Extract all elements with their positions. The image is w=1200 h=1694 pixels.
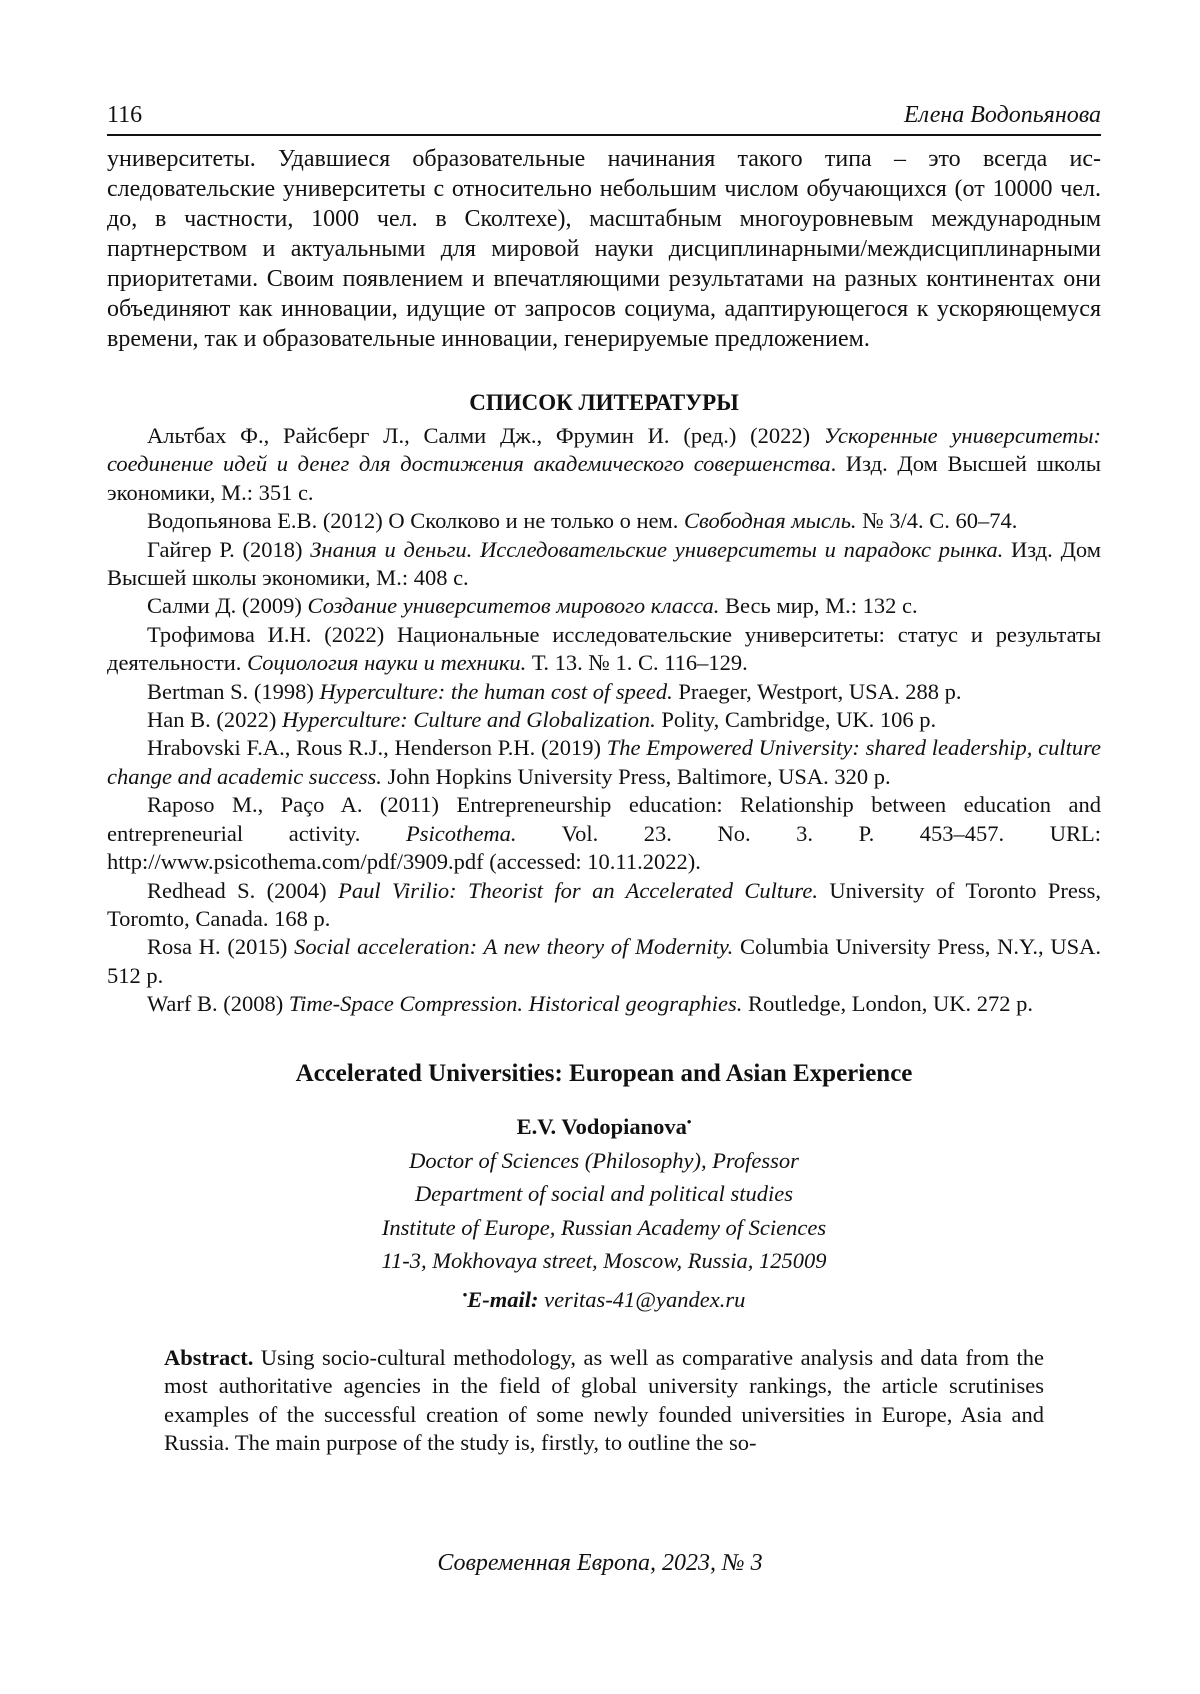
affiliation-line: Doctor of Sciences (Philosophy), Professor	[409, 1147, 799, 1173]
email-label: E-mail:	[467, 1286, 539, 1312]
journal-footer: Современная Европа, 2023, № 3	[437, 1550, 763, 1576]
affiliation	[107, 1144, 1101, 1278]
reference-source-title: Знания и деньги. Исследовательские университеты и парадокс рынка.	[310, 536, 1004, 562]
email-line	[107, 1278, 1101, 1316]
reference-text: Bertman S. (1998)	[147, 678, 320, 704]
reference-publication-details: Columbia University Press, N.Y., USA. 512 p.	[107, 934, 1101, 988]
english-article-title: Accelerated Universities: European and Asian Experience	[295, 1059, 913, 1087]
reference-source-title: Time-Space Compression. Historical geographies.	[288, 991, 743, 1017]
page-number: 116	[107, 102, 143, 128]
reference-source-title: Создание университетов мирового класса.	[307, 593, 720, 619]
email-address[interactable]: veritas-41@yandex.ru	[544, 1286, 746, 1312]
reference-source-title: Свободная мысль.	[684, 508, 857, 534]
reference-publication-details: Praeger, Westport, USA. 288 p.	[672, 678, 962, 704]
abstract-label: Abstract.	[164, 1344, 254, 1370]
reference-item	[107, 990, 1101, 1018]
reference-text: Гайгер Р. (2018)	[147, 536, 311, 562]
reference-publication-details: № 3/4. С. 60–74.	[856, 508, 1018, 534]
reference-publication-details: University of Toronto Press, Toromto, Canada. 168 p.	[107, 877, 1101, 931]
reference-text: Redhead S. (2004)	[147, 877, 339, 903]
author-footnote-mark: •	[686, 1113, 692, 1129]
reference-source-title: Psicothema.	[405, 820, 517, 846]
reference-text: Warf B. (2008)	[147, 991, 289, 1017]
reference-source-title: Hyperculture: the human cost of speed.	[319, 678, 673, 704]
references-list	[107, 422, 1101, 1019]
reference-item	[107, 621, 1101, 678]
reference-text: Rosa H. (2015)	[147, 934, 295, 960]
reference-item	[107, 536, 1101, 593]
running-head-author: Елена Водопьянова	[903, 102, 1101, 128]
abstract	[164, 1344, 1044, 1458]
author-name: E.V. Vodopianova	[516, 1113, 687, 1139]
abstract-text: Using socio-cultural methodology, as well as comparative analysis and data from the most authoritative agencies in the field of global university rankings, the article scrutinises examples of the successful creation of some newly founded universities in Europe, Asia and Russia. The main purpose of the study is, firstly, to outline the so-	[164, 1344, 1044, 1456]
references-title: СПИСОК ЛИТЕРАТУРЫ	[469, 390, 739, 415]
reference-text: Hrabovski F.A., Rous R.J., Henderson P.H. (2019)	[147, 735, 607, 761]
reference-publication-details: Весь мир, М.: 132 с.	[719, 593, 918, 619]
affiliation-line: Department of social and political studies	[414, 1181, 794, 1207]
reference-source-title: Ускоренные университеты: соединение идей и денег для достижения академического совершенства	[107, 423, 1101, 477]
page	[107, 100, 1101, 1458]
reference-text: Трофимова И.Н. (2022) Национальные исследовательские университеты: статус и результаты деятельности.	[107, 621, 1101, 676]
reference-item	[107, 877, 1101, 934]
reference-publication-details: Изд. Дом Высшей школы экономики, М.: 408 с.	[107, 536, 1101, 591]
reference-item	[107, 933, 1101, 990]
reference-item	[107, 507, 1101, 535]
running-head	[107, 100, 1101, 136]
reference-text: Водопьянова Е.В. (2012) О Сколково и не только о нем.	[147, 508, 685, 534]
reference-publication-details: Vol. 23. No. 3. P. 453–457. URL: http://www.psicothema.com/pdf/3909.pdf (accessed: 10.11.2022).	[107, 820, 1101, 875]
reference-publication-details: Routledge, London, UK. 272 p.	[742, 991, 1034, 1017]
reference-publication-details: . Изд. Дом Высшей школы экономики, М.: 351 с.	[107, 451, 1101, 505]
reference-source-title: Paul Virilio: Theorist for an Accelerated Culture.	[338, 877, 818, 903]
reference-item	[107, 592, 1101, 620]
reference-item	[107, 422, 1101, 507]
reference-text: Альтбах Ф., Райсберг Л., Салми Дж., Фрумин И. (ред.) (2022)	[147, 423, 824, 448]
reference-item	[107, 791, 1101, 876]
body-paragraph: университеты. Удавшиеся образовательные начинания такого типа – это всегда исследовательские университеты с относительно небольшим числом обучающихся (от 10000 чел. до, в частности, 1000 чел. в Сколтехе), масштабным многоуровневым международным партнерством и актуальными для мировой науки дисциплинарными/междисциплинарными приоритетами. Своим появлением и впечатляющими результатами на разных континентах они объединяют как инновации, идущие от запросов социума, адаптирующегося к ускоряющемуся времени, так и образовательные инновации, генерируемые предложением.	[107, 146, 1101, 352]
reference-text: Han B. (2022)	[147, 707, 282, 733]
reference-publication-details: Polity, Cambridge, UK. 106 p.	[655, 707, 937, 733]
reference-publication-details: Т. 13. № 1. С. 116–129.	[526, 650, 748, 676]
affiliation-line: Institute of Europe, Russian Academy of Sciences	[381, 1214, 827, 1240]
reference-source-title: Social acceleration: A new theory of Modernity.	[294, 934, 734, 960]
reference-source-title: Социология науки и техники.	[247, 650, 527, 676]
reference-item	[107, 734, 1101, 791]
reference-source-title: The Empowered University: shared leadership, culture change and academic success.	[107, 735, 1101, 789]
reference-item	[107, 706, 1101, 734]
reference-text: Raposo M., Paço A. (2011) Entrepreneurship education: Relationship between education and entrepreneurial activity.	[107, 792, 1101, 846]
email-footnote-mark: •	[462, 1286, 468, 1302]
reference-item	[107, 678, 1101, 706]
english-author	[107, 1107, 1101, 1142]
reference-source-title: Hyperculture: Culture and Globalization.	[281, 707, 656, 733]
affiliation-line: 11-3, Mokhovaya street, Moscow, Russia, 125009	[381, 1248, 827, 1274]
reference-text: Салми Д. (2009)	[147, 593, 308, 619]
reference-publication-details: John Hopkins University Press, Baltimore, USA. 320 p.	[381, 763, 891, 789]
